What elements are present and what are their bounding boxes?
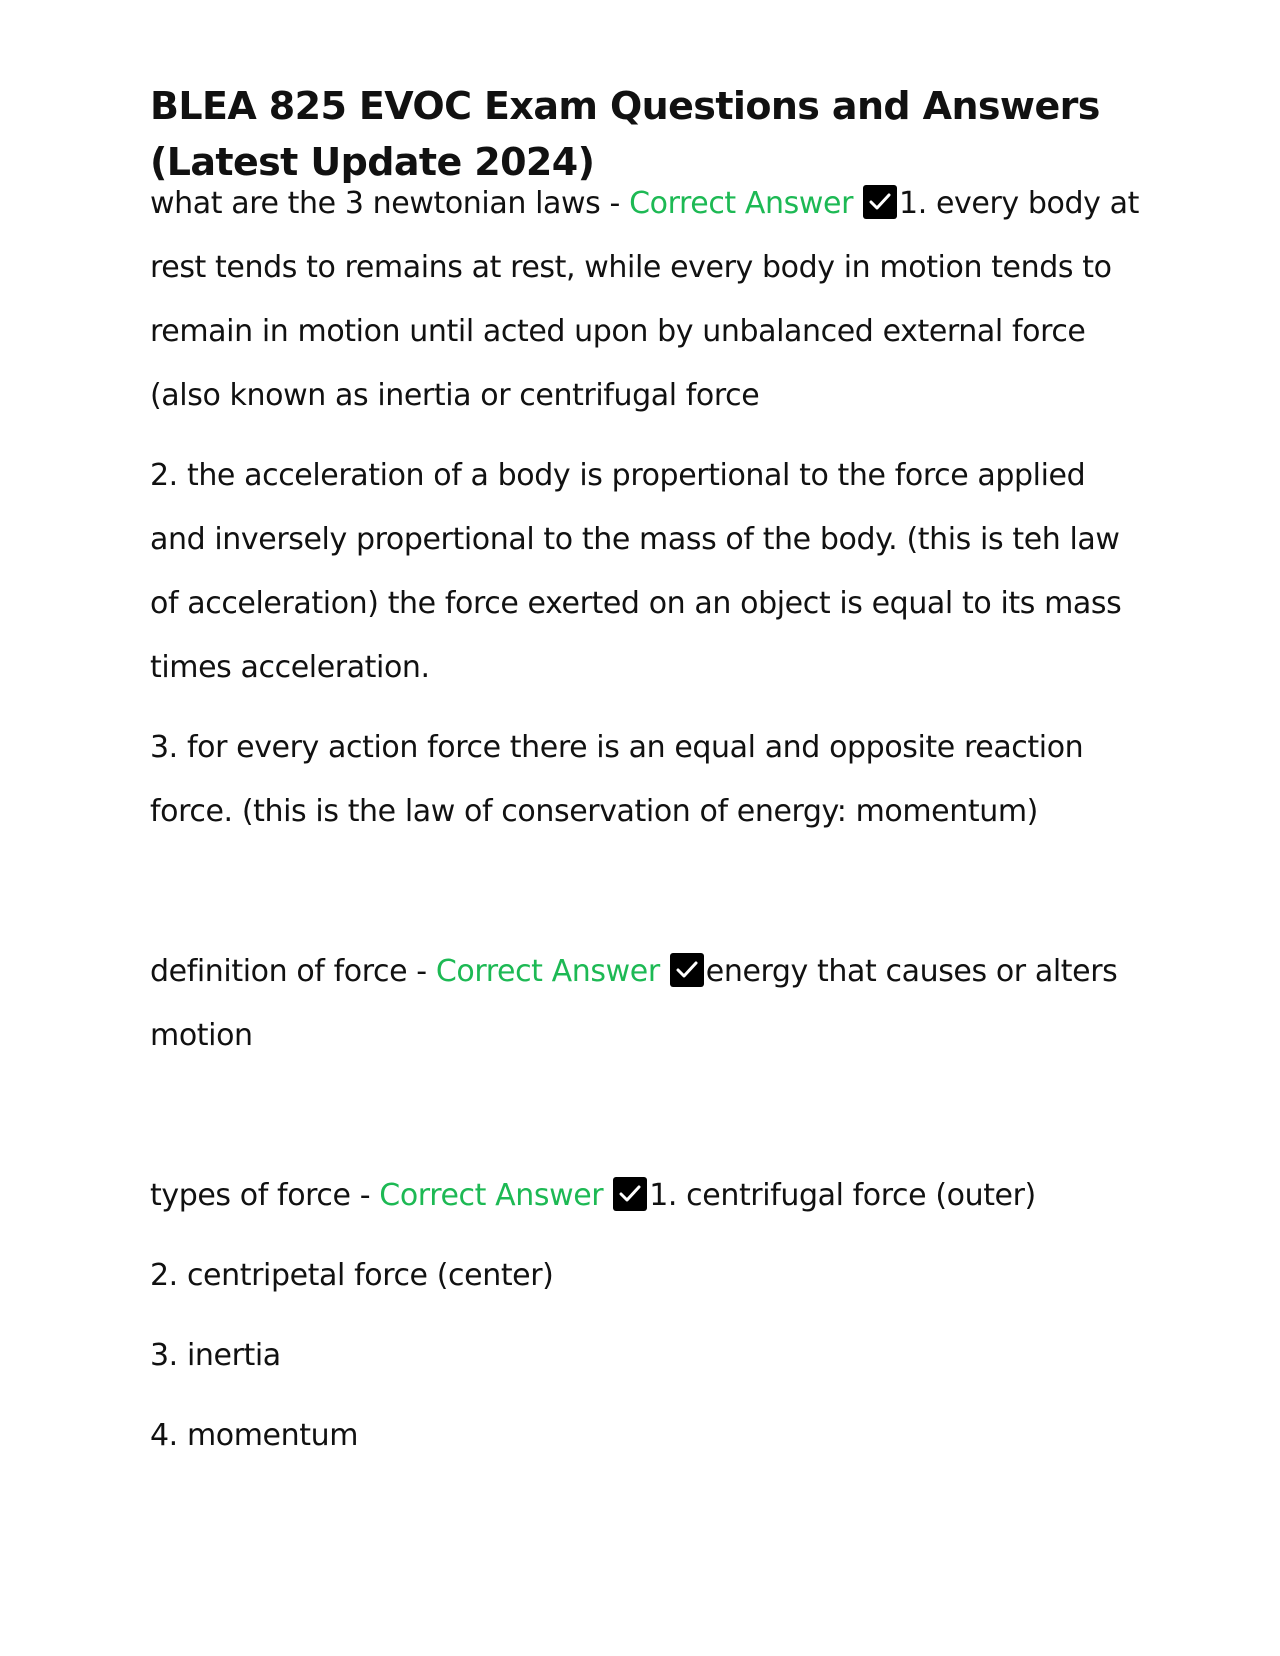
question-text: types of force - bbox=[150, 1178, 380, 1213]
correct-answer-label: Correct Answer bbox=[435, 954, 660, 989]
qa-paragraph bbox=[150, 940, 1140, 1068]
question-text: what are the 3 newtonian laws - bbox=[150, 186, 630, 221]
answer-text: 4. momentum bbox=[150, 1418, 359, 1453]
qa-paragraph bbox=[150, 1164, 1140, 1228]
answer-text: 1. every body at rest tends to remains at rest, while every body in motion tends to remain in motion until acted upon by unbalanced external force (also known as inertia or centrifugal force bbox=[150, 186, 1139, 413]
correct-answer-label: Correct Answer bbox=[379, 1178, 604, 1213]
correct-answer-label: Correct Answer bbox=[629, 186, 854, 221]
answer-text: energy that causes or alters motion bbox=[150, 954, 1118, 1053]
answer-text: 2. centripetal force (center) bbox=[150, 1258, 554, 1293]
qa-block-definition-of-force bbox=[150, 940, 1140, 1068]
document-title: BLEA 825 EVOC Exam Questions and Answers (Latest Update 2024) bbox=[150, 84, 1100, 184]
qa-block-types-of-force bbox=[150, 1164, 1140, 1468]
answer-text: 3. inertia bbox=[150, 1338, 281, 1373]
check-mark-icon bbox=[613, 1177, 647, 1211]
qa-paragraph bbox=[150, 172, 1140, 428]
answer-text: 1. centrifugal force (outer) bbox=[649, 1178, 1036, 1213]
check-mark-icon bbox=[863, 185, 897, 219]
check-mark-icon bbox=[670, 953, 704, 987]
answer-text: 2. the acceleration of a body is propertional to the force applied and inversely propertional to the mass of the body. (this is teh law of acceleration) the force exerted on an object is equal to its mass times acceleration. bbox=[150, 458, 1122, 685]
answer-text: 3. for every action force there is an equal and opposite reaction force. (this is the law of conservation of energy: momentum) bbox=[150, 730, 1084, 829]
question-text: definition of force - bbox=[150, 954, 436, 989]
qa-block-newtonian-laws bbox=[150, 172, 1140, 844]
document-page bbox=[150, 78, 1140, 1468]
